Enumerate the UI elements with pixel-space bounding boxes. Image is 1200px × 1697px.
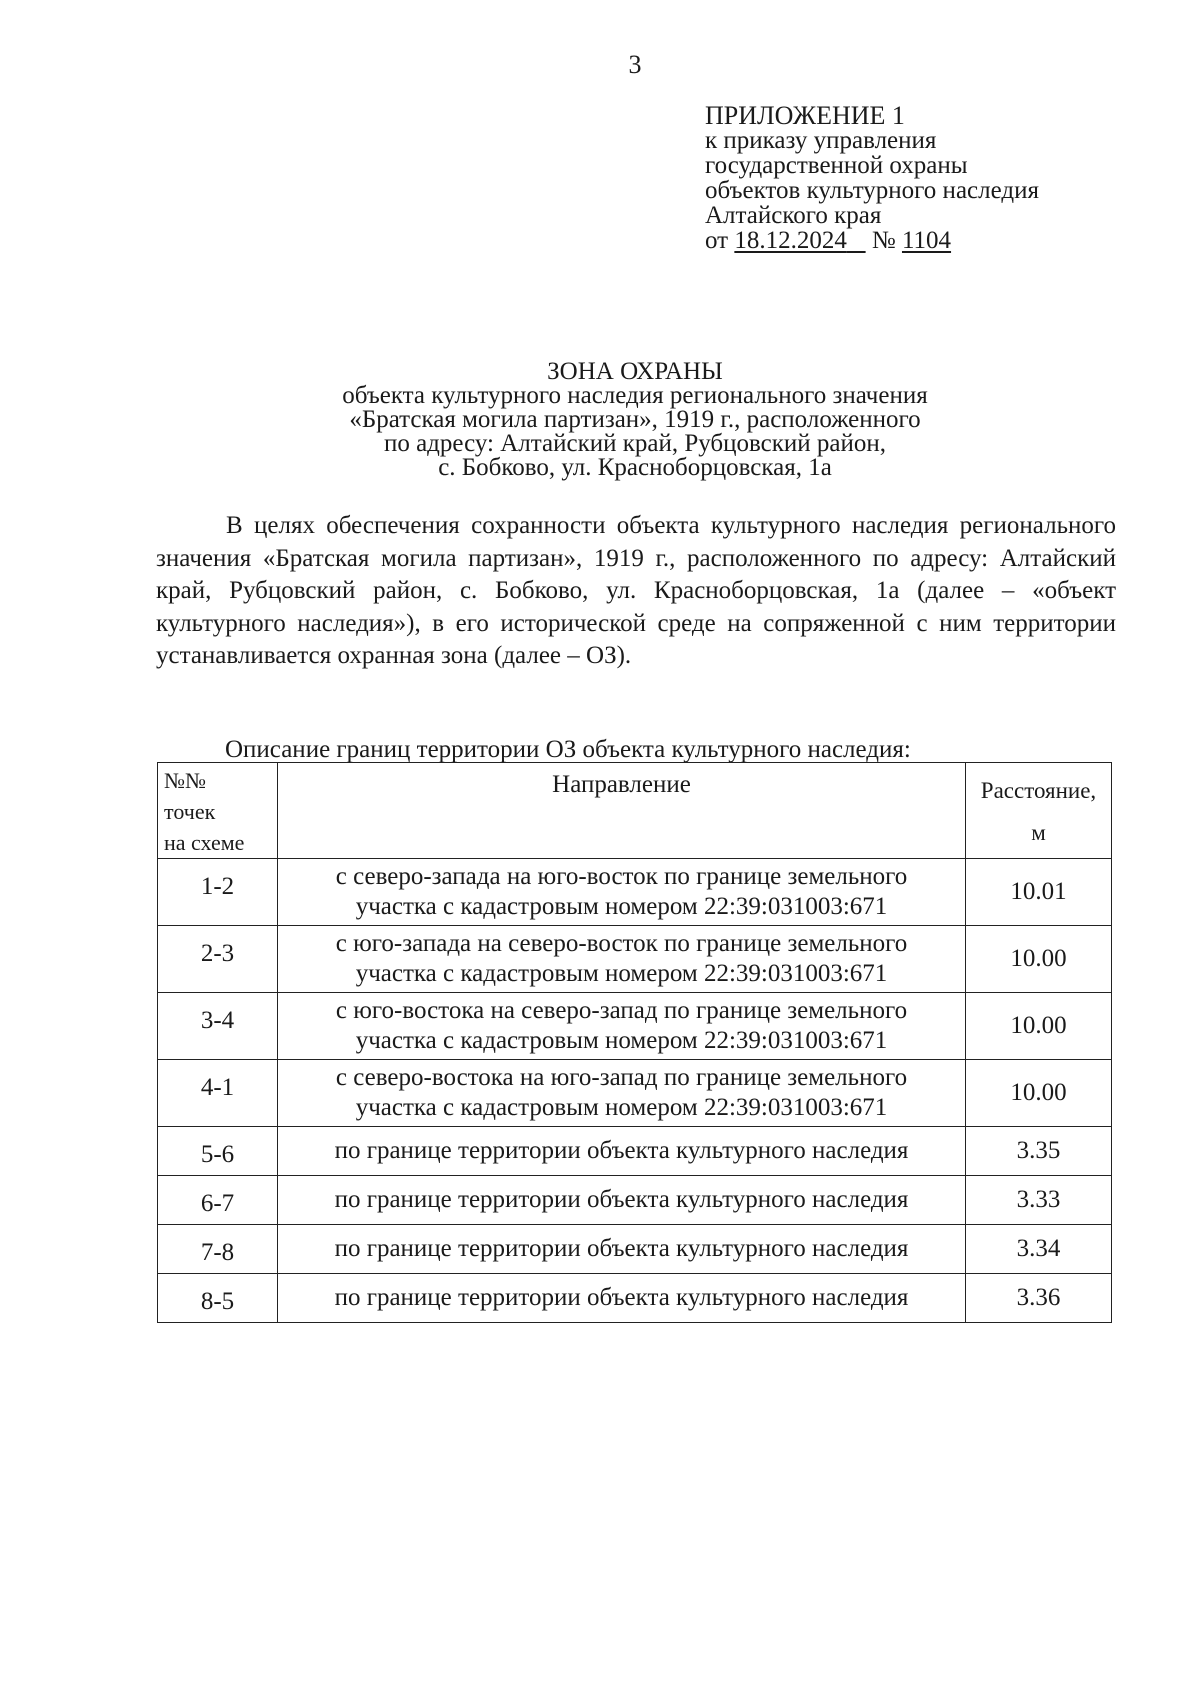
date-prefix: от <box>705 227 729 254</box>
cell-points: 7-8 <box>158 1225 278 1274</box>
cell-distance: 10.00 <box>966 926 1112 993</box>
zone-title-line: по адресу: Алтайский край, Рубцовский район, <box>383 430 887 457</box>
appendix-line: государственной охраны <box>705 152 968 179</box>
cell-direction: с северо-запада на юго-восток по границе земельного участка с кадастровым номером 22:39:031003:671 <box>278 859 966 926</box>
cell-points: 8-5 <box>158 1274 278 1323</box>
zone-title <box>0 360 1200 480</box>
body-text: В целях обеспечения сохранности объекта культурного наследия регионального значения «Братская могила партизан», 1919 г., расположенного по адресу: Алтайский край, Рубцовский район, с. Бобково, ул. Красноборцовская, 1а (далее – «объект культурного наследия»), в его исторической среде на сопряженной с ним территории устанавливается охранная зона (далее – ОЗ). <box>156 512 1116 669</box>
page-number: 3 <box>628 50 642 79</box>
body-paragraph <box>156 510 1116 673</box>
cell-distance: 10.00 <box>966 993 1112 1060</box>
cell-direction: по границе территории объекта культурного наследия <box>278 1176 966 1225</box>
cell-distance: 10.00 <box>966 1060 1112 1127</box>
cell-points: 1-2 <box>158 859 278 926</box>
cell-distance: 10.01 <box>966 859 1112 926</box>
table-caption: Описание границ территории ОЗ объекта культурного наследия: <box>225 736 911 763</box>
appendix-line: объектов культурного наследия <box>705 177 1039 204</box>
table-row <box>158 993 1112 1060</box>
cell-points: 5-6 <box>158 1127 278 1176</box>
table-row <box>158 1274 1112 1323</box>
cell-distance: 3.34 <box>966 1225 1112 1274</box>
zone-heading: ЗОНА ОХРАНЫ <box>547 358 723 385</box>
appendix-line: Алтайского края <box>705 202 882 229</box>
cell-direction: с юго-востока на северо-запад по границе земельного участка с кадастровым номером 22:39:031003:671 <box>278 993 966 1060</box>
header-points: №№ точек на схеме <box>158 763 278 859</box>
appendix-block <box>705 103 1039 253</box>
number-prefix: № <box>871 227 896 254</box>
order-number: 1104 <box>901 227 952 254</box>
cell-points: 3-4 <box>158 993 278 1060</box>
table-row <box>158 1225 1112 1274</box>
appendix-date-line <box>705 228 1039 253</box>
header-distance: Расстояние, м <box>966 763 1112 859</box>
zone-title-line: «Братская могила партизан», 1919 г., расположенного <box>349 406 921 433</box>
table-row <box>158 926 1112 993</box>
appendix-line: к приказу управления <box>705 127 937 154</box>
cell-points: 2-3 <box>158 926 278 993</box>
cell-distance: 3.36 <box>966 1274 1112 1323</box>
appendix-title: ПРИЛОЖЕНИЕ 1 <box>705 101 905 130</box>
table-row <box>158 1176 1112 1225</box>
table-row <box>158 859 1112 926</box>
cell-direction: с юго-запада на северо-восток по границе земельного участка с кадастровым номером 22:39:031003:671 <box>278 926 966 993</box>
table-row <box>158 1060 1112 1127</box>
table-row <box>158 1127 1112 1176</box>
cell-points: 4-1 <box>158 1060 278 1127</box>
zone-title-line: с. Бобково, ул. Красноборцовская, 1а <box>438 454 832 481</box>
header-direction: Направление <box>278 763 966 859</box>
cell-points: 6-7 <box>158 1176 278 1225</box>
zone-title-line: объекта культурного наследия регионального значения <box>342 382 928 409</box>
cell-distance: 3.35 <box>966 1127 1112 1176</box>
order-date: 18.12.2024 <box>734 227 847 254</box>
boundaries-table <box>157 762 1112 1323</box>
cell-direction: по границе территории объекта культурного наследия <box>278 1225 966 1274</box>
table-header-row <box>158 763 1112 859</box>
cell-direction: с северо-востока на юго-запад по границе земельного участка с кадастровым номером 22:39:031003:671 <box>278 1060 966 1127</box>
cell-direction: по границе территории объекта культурного наследия <box>278 1127 966 1176</box>
cell-distance: 3.33 <box>966 1176 1112 1225</box>
cell-direction: по границе территории объекта культурного наследия <box>278 1274 966 1323</box>
